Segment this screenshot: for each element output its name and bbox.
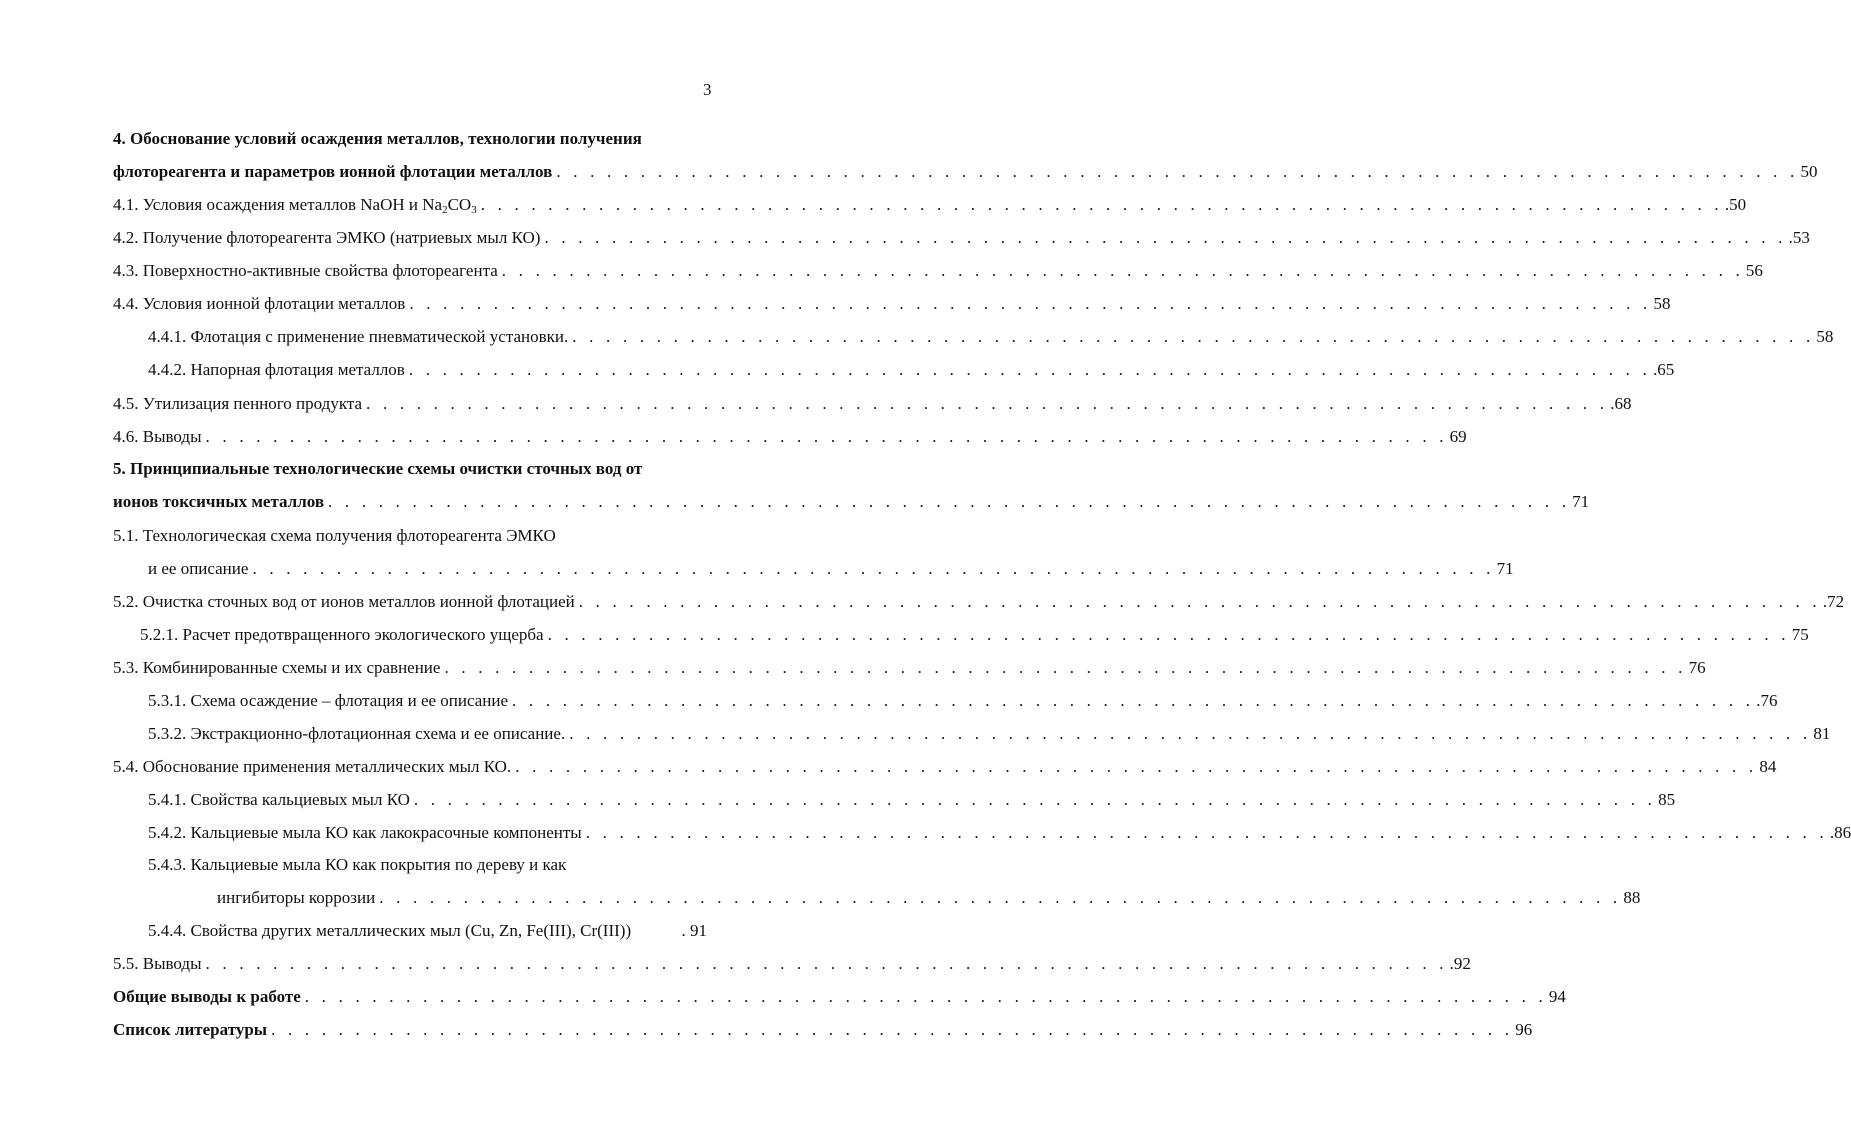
toc-entry-page: 58 xyxy=(1816,327,1834,346)
dot-leader: . . . . . . . . . . . . . . . . . . . . . . . . . . . . . . . . . . . . . . . . . . . . . . . . . . . . . . . . . . . . . . . . . . . . . . . . . . xyxy=(328,492,1571,511)
dot-leader: . . . . . . . . . . . . . . . . . . . . . . . . . . . . . . . . . . . . . . . . . . . . . . . . . . . . . . . . . . . . . . . . . . . . . . . . . . xyxy=(271,1020,1514,1039)
dot-leader: . . . . . . . . . . . . . . . . . . . . . . . . . . . . . . . . . . . . . . . . . . . . . . . . . . . . . . . . . . . . . . . . . . . . . . . . . . xyxy=(569,724,1812,743)
toc-section-5-4-2[interactable] xyxy=(148,821,1851,845)
dot-leader: . . . . . . . . . . . . . . . . . . . . . . . . . . . . . . . . . . . . . . . . . . . . . . . . . . . . . . . . . . . . . . . . . . . . . . . . . . xyxy=(205,427,1448,446)
toc-section-5-5[interactable] xyxy=(113,952,1471,976)
toc-entry-page: . 91 xyxy=(681,921,707,940)
toc-section-5-4-4[interactable] xyxy=(148,919,707,943)
dot-leader: . . . . . . . . . . . . . . . . . . . . . . . . . . . . . . . . . . . . . . . . . . . . . . . . . . . . . . . . . . . . . . . . . . . . . . . . . . xyxy=(572,327,1815,346)
toc-entry-page: 71 xyxy=(1572,492,1590,511)
toc-section-5-1[interactable] xyxy=(148,557,1514,581)
toc-entry-page: 75 xyxy=(1791,625,1809,644)
toc-section-4-3[interactable] xyxy=(113,259,1763,283)
toc-entry-title: 5.4.4. Свойства других металлических мыл (Cu, Zn, Fe(III), Cr(III)) xyxy=(148,921,632,940)
dot-leader: . . . . . . . . . . . . . . . . . . . . . . . . . . . . . . . . . . . . . . . . . . . . . . . . . . . . . . . . . . . . . . . . . . . . . . . . . . xyxy=(366,394,1609,413)
toc-entry-title: 4.2. Получение флотореагента ЭМКО (натриевых мыл КО) xyxy=(113,228,541,247)
dot-leader: . . . . . . . . . . . . . . . . . . . . . . . . . . . . . . . . . . . . . . . . . . . . . . . . . . . . . . . . . . . . . . . . . . . . . . . . . . xyxy=(512,691,1755,710)
toc-section-4-4-2[interactable] xyxy=(148,358,1675,382)
toc-entry-page: .50 xyxy=(1724,195,1747,214)
dot-leader: . . . . . . . . . . . . . . . . . . . . . . . . . . . . . . . . . . . . . . . . . . . . . . . . . . . . . . . . . . . . . . . . . . . . . . . . . . xyxy=(547,625,1790,644)
toc-entry-page: 94 xyxy=(1548,987,1566,1006)
dot-leader: . . . . . . . . . . . . . . . . . . . . . . . . . . . . . . . . . . . . . . . . . . . . . . . . . . . . . . . . . . . . . . . . . . . . . . . . . . xyxy=(304,987,1547,1006)
toc-section-4-5[interactable] xyxy=(113,392,1632,416)
dot-leader: . . . . . . . . . . . . . . . . . . . . . . . . . . . . . . . . . . . . . . . . . . . . . . . . . . . . . . . . . . . . . . . . . . . . . . . . . . xyxy=(252,559,1495,578)
dot-leader: . . . . . . . . . . . . . . . . . . . . . . . . . . . . . . . . . . . . . . . . . . . . . . . . . . . . . . . . . . . . . . . . . . . . . . . . . . xyxy=(556,162,1799,181)
dot-leader: . . . . . . . . . . . . . . . . . . . . . . . . . . . . . . . . . . . . . . . . . . . . . . . . . . . . . . . . . . . . . . . . . . . . . . . . . . xyxy=(205,954,1448,973)
toc-entry-title: Список литературы xyxy=(113,1020,268,1039)
toc-entry-page: .76 xyxy=(1756,691,1778,710)
toc-entry-page: 58 xyxy=(1653,294,1671,313)
toc-entry-title: ингибиторы коррозии xyxy=(217,888,376,907)
toc-entry-title: 4.5. Утилизация пенного продукта xyxy=(113,394,363,413)
dot-leader: . . . . . . . . . . . . . . . . . . . . . . . . . . . . . . . . . . . . . . . . . . . . . . . . . . . . . . . . . . . . . . . . . . . . . . . . . . xyxy=(444,658,1687,677)
toc-entry-title: 5.2.1. Расчет предотвращенного экологического ущерба xyxy=(140,625,544,644)
toc-section-5-1-title-line1: 5.1. Технологическая схема получения флотореагента ЭМКО xyxy=(113,526,556,545)
toc-entry-title: 5.3. Комбинированные схемы и их сравнение xyxy=(113,658,441,677)
toc-entry-title: 4.6. Выводы xyxy=(113,427,202,446)
dot-leader: . . . . . . . . . . . . . . . . . . . . . . . . . . . . . . . . . . . . . . . . . . . . . . . . . . . . . . . . . . . . . . . . . . . . . . . . . . xyxy=(544,228,1787,247)
dot-leader: . . . . . . . . . . . . . . . . . . . . . . . . . . . . . . . . . . . . . . . . . . . . . . . . . . . . . . . . . . . . . . . . . . . . . . . . . . xyxy=(408,360,1651,379)
toc-section-5-3-1[interactable] xyxy=(148,689,1778,713)
toc-entry-page: .92 xyxy=(1449,954,1471,973)
toc-entry-title: Общие выводы к работе xyxy=(113,987,301,1006)
dot-leader: . . . . . . . . . . . . . . . . . . . . . . . . . . . . . . . . . . . . . . . . . . . . . . . . . . . . . . . . . . . . . . . . . . . . . . . . . . xyxy=(501,261,1744,280)
toc-entry-title: 5.3.2. Экстракционно-флотационная схема и ее описание. xyxy=(148,724,566,743)
toc-section-4[interactable] xyxy=(113,160,1818,184)
toc-entry-title: и ее описание xyxy=(148,559,249,578)
toc-entry-title: 4.4.2. Напорная флотация металлов xyxy=(148,360,405,379)
dot-leader: . . . . . . . . . . . . . . . . . . . . . . . . . . . . . . . . . . . . . . . . . . . . . . . . . . . . . . . . . . . . . . . . . . . . . . . . . . xyxy=(413,790,1657,809)
toc-entry-title: 5.2. Очистка сточных вод от ионов металлов ионной флотацией xyxy=(113,592,575,611)
toc-entry-page: 85 xyxy=(1658,790,1676,809)
toc-entry-page: .53 xyxy=(1788,228,1810,247)
toc-entry-page: 84 xyxy=(1759,757,1777,776)
dot-leader: . . . . . . . . . . . . . . . . . . . . . . . . . . . . . . . . . . . . . . . . . . . . . . . . . . . . . . . . . . . . . . . . . . . . . . . . . . xyxy=(515,757,1758,776)
toc-entry-page: .68 xyxy=(1610,394,1632,413)
toc-entry-page: 96 xyxy=(1515,1020,1533,1039)
dot-leader: . . . . . . . . . . . . . . . . . . . . . . . . . . . . . . . . . . . . . . . . . . . . . . . . . . . . . . . . . . . . . . . . . . . . . . . . . . xyxy=(480,195,1723,214)
toc-section-4-4[interactable] xyxy=(113,292,1671,316)
dot-leader: . . . . . . . . . . . . . . . . . . . . . . . . . . . . . . . . . . . . . . . . . . . . . . . . . . . . . . . . . . . . . . . . . . . . . . . . . . xyxy=(409,294,1652,313)
dot-leader: . . . . . . . . . . . . . . . . . . . . . . . . . . . . . . . . . . . . . . . . . . . . . . . . . . . . . . . . . . . . . . . . . . . . . . . . . . xyxy=(578,592,1821,611)
toc-entry-page: 50 xyxy=(1800,162,1818,181)
toc-entry-page: 81 xyxy=(1813,724,1831,743)
toc-section-5-3[interactable] xyxy=(113,656,1706,680)
toc-section-4-6[interactable] xyxy=(113,425,1467,449)
toc-section-4-1[interactable] xyxy=(113,193,1747,217)
toc-entry-page: .72 xyxy=(1822,592,1845,611)
toc-entry-page: 56 xyxy=(1745,261,1763,280)
dot-leader: . . . . . . . . . . . . . . . . . . . . . . . . . . . . . . . . . . . . . . . . . . . . . . . . . . . . . . . . . . . . . . . . . . . . . . . . . . xyxy=(585,823,1828,842)
page-number: 3 xyxy=(703,80,712,99)
toc-entry-page: 71 xyxy=(1496,559,1514,578)
toc-entry-title: флотореагента и параметров ионной флотации металлов xyxy=(113,162,553,181)
toc-entry-title: 4.4.1. Флотация с применение пневматической установки. xyxy=(148,327,569,346)
toc-entry-page: .86 xyxy=(1829,823,1851,842)
toc-entry-title: 4.1. Условия осаждения металлов NaOH и $Na_2CO_3$ xyxy=(113,195,477,216)
toc-section-5-3-2[interactable] xyxy=(148,722,1831,746)
toc-entry-title: 5.5. Выводы xyxy=(113,954,202,973)
toc-section-4-2[interactable] xyxy=(113,226,1810,250)
toc-section-4-4-1[interactable] xyxy=(148,325,1834,349)
toc-section-5-4[interactable] xyxy=(113,755,1777,779)
toc-entry-title: 5.3.1. Схема осаждение – флотация и ее описание xyxy=(148,691,509,710)
toc-section-5-4-1[interactable] xyxy=(148,788,1676,812)
toc-references[interactable] xyxy=(113,1018,1533,1042)
toc-section-5-2-1[interactable] xyxy=(140,623,1809,647)
toc-entry-title: ионов токсичных металлов xyxy=(113,492,325,511)
toc-entry-page: 76 xyxy=(1688,658,1706,677)
toc-conclusions[interactable] xyxy=(113,985,1566,1009)
toc-entry-page: 69 xyxy=(1449,427,1467,446)
toc-entry-title: 5.4.1. Свойства кальциевых мыл КО xyxy=(148,790,410,809)
dot-leader: . . . . . . . . . . . . . . . . . . . . . . . . . . . . . . . . . . . . . . . . . . . . . . . . . . . . . . . . . . . . . . . . . . . . . . . . . . xyxy=(379,888,1622,907)
toc-entry-title: 4.4. Условия ионной флотации металлов xyxy=(113,294,406,313)
toc-entry-page: 88 xyxy=(1623,888,1641,907)
toc-section-5[interactable] xyxy=(113,490,1590,514)
toc-section-5-4-3[interactable] xyxy=(217,886,1641,910)
toc-entry-title: 5.4.2. Кальциевые мыла КО как лакокрасочные компоненты xyxy=(148,823,582,842)
toc-entry-title: 5.4. Обоснование применения металлических мыл КО. xyxy=(113,757,512,776)
toc-section-5-title-line1: 5. Принципиальные технологические схемы очистки сточных вод от xyxy=(113,459,643,478)
toc-entry-title: 4.3. Поверхностно-активные свойства флотореагента xyxy=(113,261,498,280)
toc-section-5-4-3-title-line1: 5.4.3. Кальциевые мыла КО как покрытия по дереву и как xyxy=(148,855,567,874)
toc-section-4-title-line1: 4. Обоснование условий осаждения металлов, технологии получения xyxy=(113,129,642,148)
toc-section-5-2[interactable] xyxy=(113,590,1845,614)
toc-entry-page: .65 xyxy=(1653,360,1675,379)
